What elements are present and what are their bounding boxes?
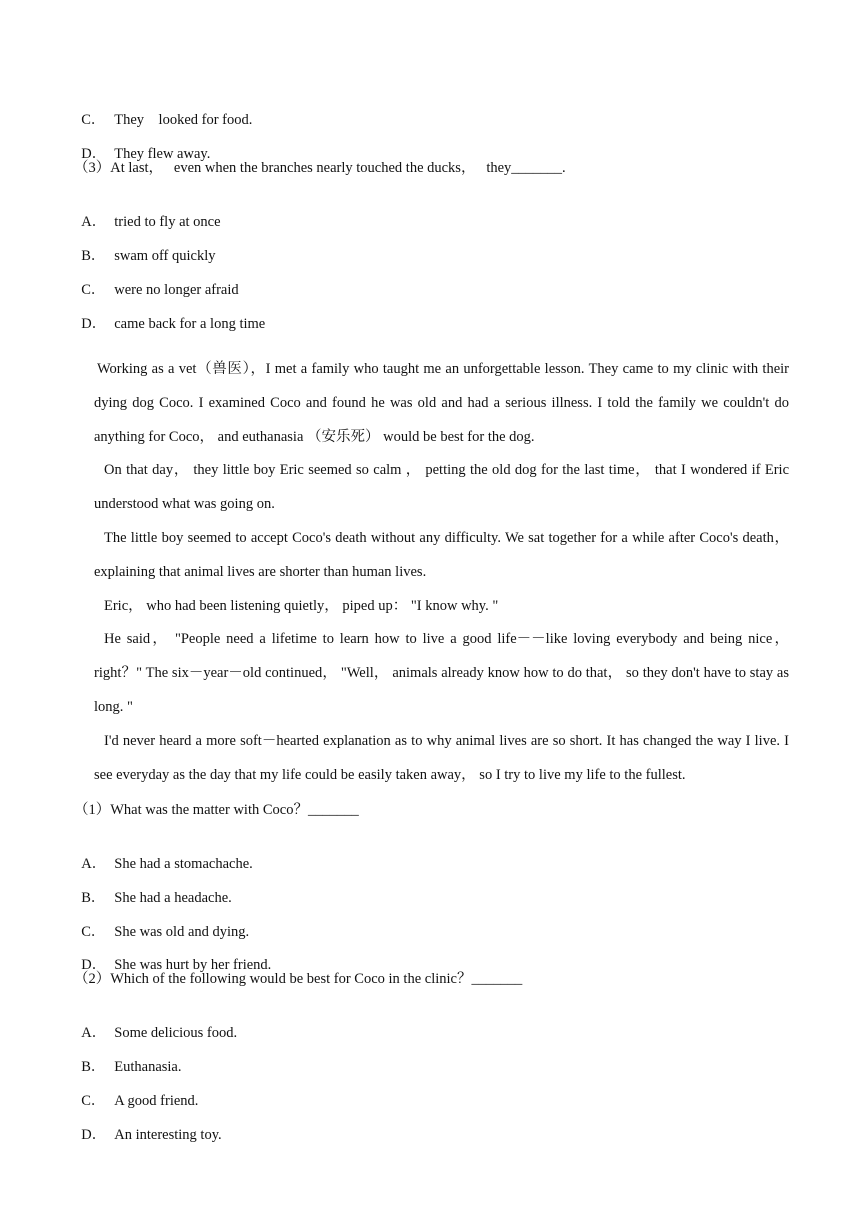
reading-passage [94, 353, 789, 792]
passage-paragraph-6: I'd never heard a more soft－hearted explanation as to why animal lives are so short. It has changed the way I live. I see everyday as the day that my life could be easily taken away， so I try to live my life to the fullest. [94, 732, 789, 783]
q2-option-d: D． An interesting toy. [81, 1127, 222, 1143]
option-c-prev: C． They looked for food. [81, 112, 253, 128]
q3-option-b: B． swam off quickly [81, 248, 216, 264]
passage-paragraph-1: Working as a vet（兽医），I met a family who taught me an unforgettable lesson. They came to my clinic with their dying dog Coco. I examined Coco and found he was old and had a serious illness. I told the family we couldn't do anything for Coco， and euthanasia （安乐死） would be best for the dog. [94, 361, 789, 445]
q2-option-a: A． Some delicious food. [81, 1025, 238, 1041]
q2-option-b: B． Euthanasia. [81, 1059, 182, 1075]
q3-option-c: C． were no longer afraid [81, 282, 239, 298]
q2-option-c: C． A good friend. [81, 1093, 199, 1109]
option-d-prev: D． They flew away. [81, 146, 211, 162]
passage-paragraph-3: The little boy seemed to accept Coco's death without any difficulty. We sat together for a while after Coco's death， explaining that animal lives are shorter than human lives. [94, 529, 789, 580]
q3-option-a: A． tried to fly at once [81, 214, 221, 230]
q1-option-b: B． She had a headache. [81, 890, 232, 906]
q1-option-c: C． She was old and dying. [81, 924, 250, 940]
question-3-stem: （3）At last， even when the branches nearly touched the ducks， they_______. [74, 160, 566, 176]
q3-option-d: D． came back for a long time [81, 316, 266, 332]
passage-paragraph-4: Eric， who had been listening quietly， piped up： "I know why. " [104, 597, 499, 614]
q1-option-a: A． She had a stomachache. [81, 856, 253, 872]
passage-paragraph-2: On that day， they little boy Eric seemed so calm ， petting the old dog for the last time， that I wondered if Eric understood what was going on. [94, 462, 789, 513]
question-2-stem: （2）Which of the following would be best for Coco in the clinic？_______ [74, 971, 523, 987]
passage-paragraph-5: He said， "People need a lifetime to learn how to live a good life－－like loving everybody and being nice，right？" The six－year－old continued， "Well， animals already know how to do that， so they don't have to stay as long. " [94, 631, 789, 715]
question-1-stem: （1）What was the matter with Coco？_______ [74, 802, 359, 818]
q1-option-d: D． She was hurt by her friend. [81, 957, 272, 973]
